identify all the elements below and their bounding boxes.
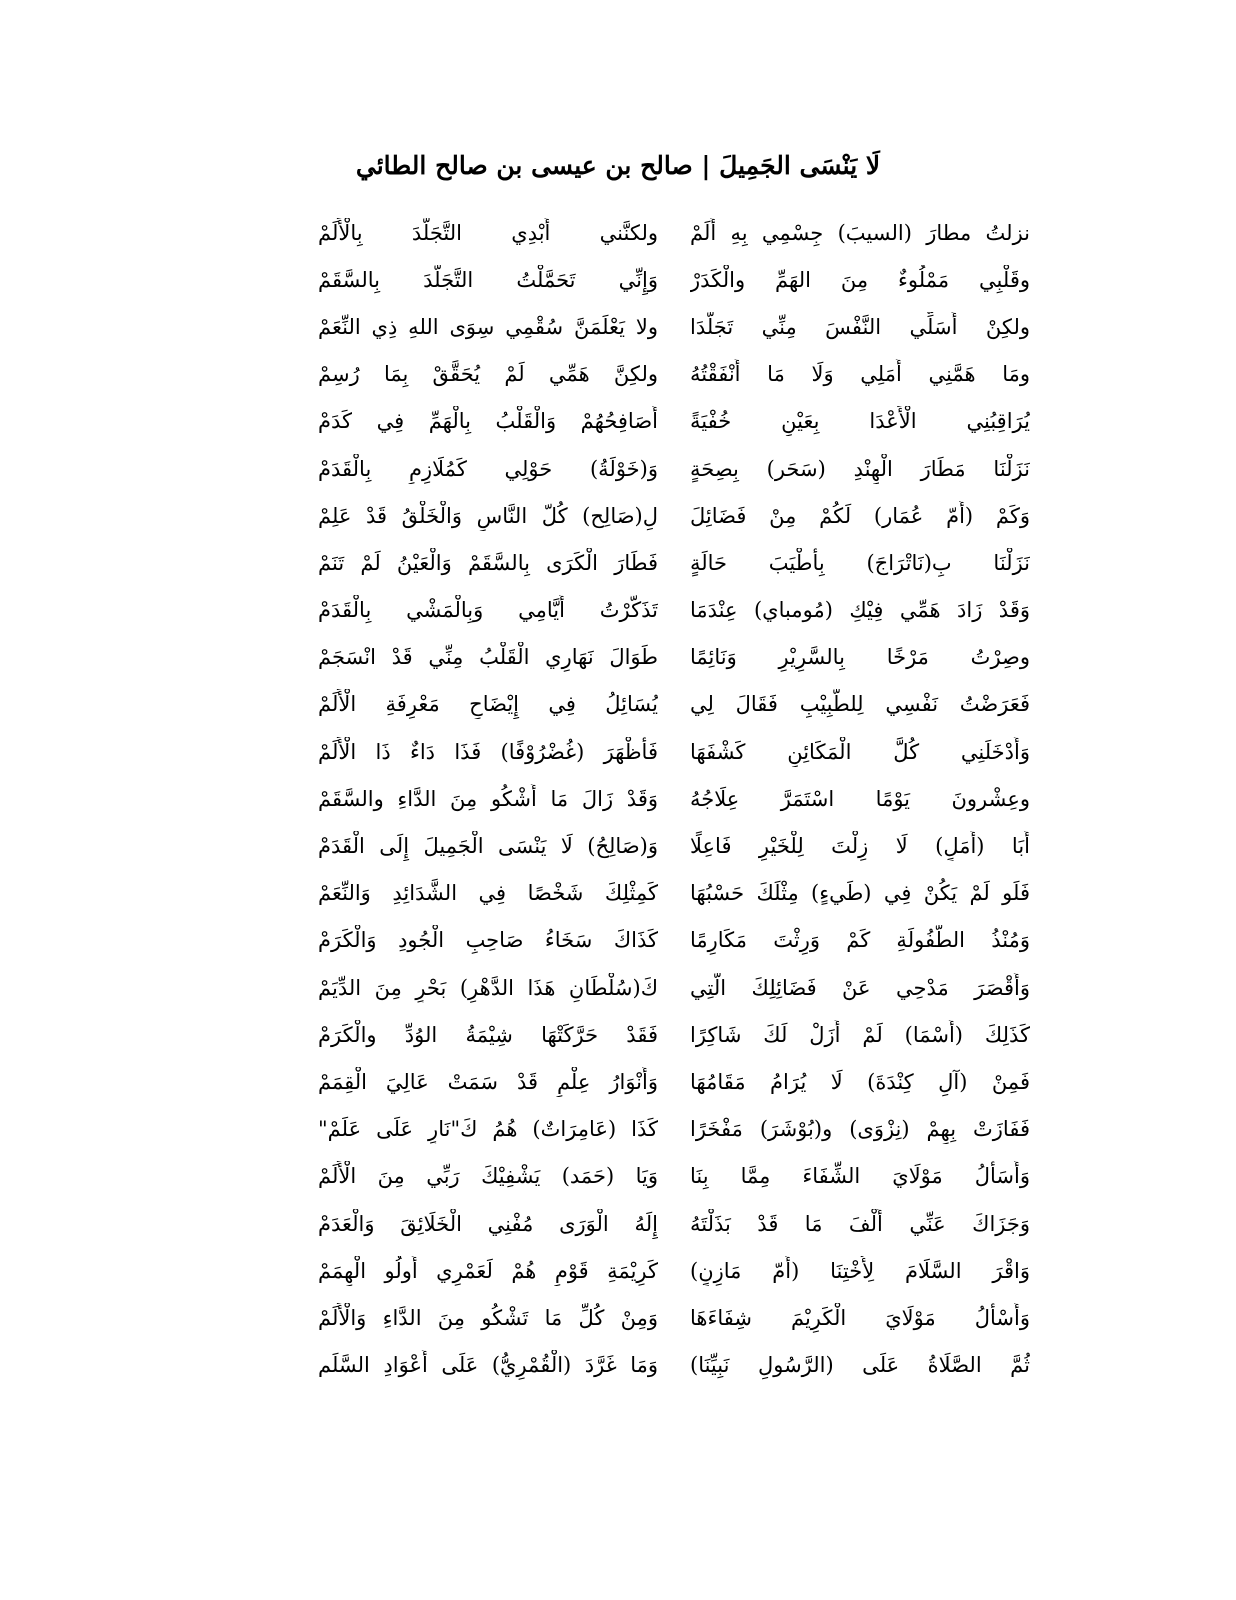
verse-line <box>318 256 1030 303</box>
verse-first-hemistich: وَجَزَاكَ عَنِّي أَلْفَ مَا قَدْ بَذَلْتَهُ <box>690 1211 1030 1236</box>
verse-line <box>318 728 1030 775</box>
verse-line <box>318 681 1030 728</box>
verse-line <box>318 445 1030 492</box>
poem-title: لَا يَنْسَى الجَمِيلَ | صالح بن عيسى بن صالح الطائي <box>355 151 881 180</box>
verse-second-hemistich: كَذَا (عَامِرَاتٌ) هُمُ كَ"نَارٍ عَلَى عَلَمْ" <box>318 1117 658 1142</box>
verse-first-hemistich: وَأَسْأَلُ مَوْلَايَ الْكَرِيْمَ شِفَاءَهَا <box>690 1305 1030 1330</box>
verse-line <box>318 964 1030 1011</box>
verse-second-hemistich: فَأَظْهَرَ (غُضْرُوْفًا) فَذَا دَاءٌ ذَا الْأَلَمْ <box>318 739 658 764</box>
verse-line <box>318 492 1030 539</box>
verse-second-hemistich: وَ(خَوْلَةُ) حَوْلِي كَمُلَازِمٍ بِالْقَدَمْ <box>318 456 658 481</box>
verse-second-hemistich: ولا يَعْلَمَنَّ سُقْمِي سِوَى اللهِ ذِي النِّعَمْ <box>318 314 658 339</box>
verse-first-hemistich: فَمِنْ (آلِ كِنْدَةَ) لَا يُرَامُ مَقَامُهَا <box>690 1069 1030 1094</box>
verse-first-hemistich: وصِرْتُ مَرْخًا بِالسَّرِيْرِ وَنَائِمًا <box>690 645 1030 670</box>
verse-first-hemistich: فَعَرَضْتُ نَفْسِي لِلطَّبِيْبِ فَقَالَ لِي <box>690 692 1030 717</box>
verse-first-hemistich: وعِشْرونَ يَوْمًا اسْتَمَرَّ عِلَاجُهُ <box>690 786 1030 811</box>
verse-line <box>318 1106 1030 1153</box>
verse-line <box>318 539 1030 586</box>
verse-line <box>318 870 1030 917</box>
verse-line <box>318 634 1030 681</box>
verse-first-hemistich: فَفَازَتْ بِهِمْ (نِزْوَى) و(بُوْشَرَ) مَفْخَرًا <box>690 1117 1030 1142</box>
verse-second-hemistich: كَذَاكَ سَخَاءُ صَاحِبِ الْجُودِ وَالْكَرَمْ <box>318 928 658 953</box>
verse-first-hemistich: وَكَمْ (أُمّ عُمَار) لَكُمْ مِنْ فَضَائِلَ <box>690 503 1030 528</box>
verse-line <box>318 1342 1030 1389</box>
verse-first-hemistich: ثُمَّ الصَّلَاةُ عَلَى (الرَّسُولِ نَبِيِّنَا) <box>690 1353 1030 1378</box>
verse-second-hemistich: وَقَدْ زَالَ مَا أَشْكُو مِنَ الدَّاءِ والسَّقَمْ <box>318 786 658 811</box>
verse-first-hemistich: وَمُنْذُ الطُّفُولَةِ كَمْ وَرِثْتَ مَكَارِمًا <box>690 928 1030 953</box>
verse-first-hemistich: وَأَقْصَرَ مَدْحِي عَنْ فَضَائِلِكَ الَّتِي <box>690 975 1030 1000</box>
verse-second-hemistich: كَرِيْمَةِ قَوْمٍ هُمْ لَعَمْرِي أُولُو الْهِمَمْ <box>318 1258 658 1283</box>
verse-second-hemistich: وَمَا غَرَّدَ (الْقُمْرِيُّ) عَلَى أَعْوَادِ السَّلَم <box>318 1353 658 1378</box>
verse-second-hemistich: فَقَدْ حَرَّكَتْهَا شِيْمَةُ الوُدِّ والْكَرَمْ <box>318 1022 658 1047</box>
verse-second-hemistich: وَمِنْ كُلِّ مَا تَشْكُو مِنَ الدَّاءِ وَالْأَلَمْ <box>318 1305 658 1330</box>
verse-first-hemistich: نَزَلْنَا بِ(نَاتْرَاجَ) بِأَطْيَبَ حَالَةٍ <box>690 550 1030 575</box>
verse-first-hemistich: أَبَا (أَمَلٍ) لَا زِلْتَ لِلْخَيْرِ فَاعِلًا <box>690 834 1030 859</box>
verse-second-hemistich: تَذَكَّرْتُ أَيَّامِي وَبِالْمَشْي بِالْقَدَمْ <box>318 598 658 623</box>
verse-first-hemistich: ومَا هَمَّنِي أَمَلِي وَلَا مَا أَنْفَقْتُهُ <box>690 362 1030 387</box>
verse-first-hemistich: فَلَو لَمْ يَكُنْ فِي (طَيءٍ) مِثْلَكَ حَسْبُهَا <box>690 881 1030 906</box>
verse-first-hemistich: يُرَاقِبُنِي الْأَعْدَا بِعَيْنٍ خُفْيَةً <box>690 409 1030 434</box>
verse-first-hemistich: ولكِنْ أُسَلِّي النَّفْسَ مِنِّي تَجَلُّدَا <box>690 314 1030 339</box>
verse-second-hemistich: طَوَالَ نَهَارِي الْقَلْبُ مِنِّي قَدْ انْسَجَمْ <box>318 645 658 670</box>
verse-second-hemistich: وَيَا (حَمَد) يَشْفِيْكَ رَبِّي مِنَ الْأَلَمْ <box>318 1164 658 1189</box>
verse-first-hemistich: وَاقْرَ السَّلَامَ لِأُخْتِنَا (أُمّ مَازِنٍ) <box>690 1258 1030 1283</box>
verse-second-hemistich: ولكنَّني أُبْدِي التَّجَلُّدَ بِالْأَلَمْ <box>318 220 658 245</box>
verse-second-hemistich: وَإِنِّي تَحَمَّلْتُ التَّجَلُّدَ بِالسَّقَمْ <box>318 267 658 292</box>
verse-first-hemistich: وَأَدْخَلَنِي كُلَّ الْمَكَائِنِ كَشْفَهَا <box>690 739 1030 764</box>
verse-line <box>318 775 1030 822</box>
verse-first-hemistich: نزلتُ مطارَ (السيبَ) جِسْمِي بِهِ أَلَمْ <box>690 220 1030 245</box>
verse-first-hemistich: وَقَدْ زَادَ هَمِّي فِيْكِ (مُومباي) عِنْدَمَا <box>690 598 1030 623</box>
verse-line <box>318 1200 1030 1247</box>
verse-second-hemistich: لِ(صَالِح) كُلّ النَّاسِ وَالْخَلْقُ قَدْ عَلِمْ <box>318 503 658 528</box>
verse-line <box>318 303 1030 350</box>
verse-first-hemistich: وقَلْبِي مَمْلُوءٌ مِنَ الهَمِّ والْكَدَرْ <box>690 267 1030 292</box>
verse-second-hemistich: إِلَهُ الْوَرَى مُفْنِي الْخَلَائِقَ وَالْعَدَمْ <box>318 1211 658 1236</box>
verse-second-hemistich: كَمِثْلِكَ شَخْصًا فِي الشَّدَائِدِ وَالنِّعَمْ <box>318 881 658 906</box>
poem-body <box>318 209 1030 1389</box>
verse-line <box>318 587 1030 634</box>
verse-line <box>318 209 1030 256</box>
verse-second-hemistich: يُسَائِلُ فِي إِيْضَاحِ مَعْرِفَةِ الْأَلَمْ <box>318 692 658 717</box>
verse-first-hemistich: كَذَلِكَ (أَسْمَا) لَمْ أَزَلْ لَكَ شَاكِرًا <box>690 1022 1030 1047</box>
verse-second-hemistich: فَطَارَ الْكَرَى بِالسَّقَمْ وَالْعَيْنُ لَمْ تَنَمْ <box>318 550 658 575</box>
verse-line <box>318 351 1030 398</box>
verse-first-hemistich: نَزَلْنَا مَطَارَ الْهِنْدِ (سَحَر) بِصِحَةٍ <box>690 456 1030 481</box>
verse-first-hemistich: وَأَسَأَلُ مَوْلَايَ الشِّفَاءَ مِمَّا بِنَا <box>690 1164 1030 1189</box>
verse-line <box>318 1011 1030 1058</box>
verse-second-hemistich: كَ(سُلْطَانِ هَذَا الدَّهْرِ) بَحْرٍ مِنَ الدِّيَمْ <box>318 975 658 1000</box>
verse-line <box>318 398 1030 445</box>
verse-second-hemistich: وَ(صَالِحُ) لَا يَنْسَى الْجَمِيلَ إِلَى الْقَدَمْ <box>318 834 658 859</box>
verse-second-hemistich: ولكِنَّ هَمِّي لَمْ يُحَقَّقْ بِمَا رُسِمْ <box>318 362 658 387</box>
verse-line <box>318 917 1030 964</box>
verse-line <box>318 822 1030 869</box>
verse-second-hemistich: وَأَنْوَارُ عِلْمٍ قَدْ سَمَتْ عَالِيَ الْقِمَمْ <box>318 1069 658 1094</box>
verse-second-hemistich: أُصَافِحُهُمْ وَالْقَلْبُ بِالْهَمِّ فِي كَدَمْ <box>318 409 658 434</box>
verse-line <box>318 1058 1030 1105</box>
verse-line <box>318 1153 1030 1200</box>
verse-line <box>318 1294 1030 1341</box>
verse-line <box>318 1247 1030 1294</box>
